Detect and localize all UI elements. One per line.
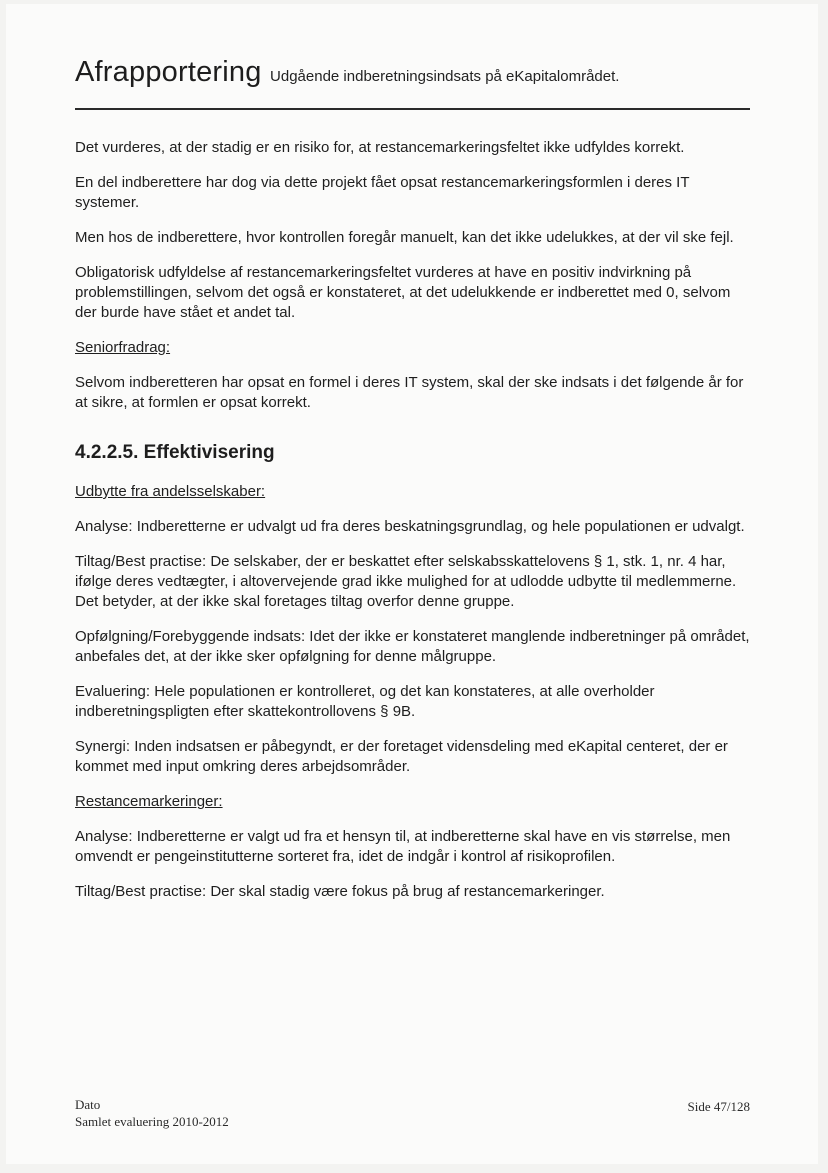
paragraph-tiltag-1: Tiltag/Best practise: De selskaber, der er beskattet efter selskabsskattelovens § 1, stk. 1, nr. 4 har, ifølge deres vedtægter, i altovervejende grad ikke mulighed for at udlodde udbytte til medlemmerne. Det betyder, at der ikke skal foretages tiltag overfor denne gruppe. [75, 553, 737, 610]
header-rule [75, 108, 750, 110]
body-content [75, 138, 750, 917]
header-subtitle: Udgående indberetningsindsats på eKapitalområdet. [270, 68, 620, 85]
paragraph-mandatory: Obligatorisk udfyldelse af restancemarkeringsfeltet vurderes at have en positiv indvirkning på problemstillingen, selvom det også er konstateret, at det udelukkende er indberettet med 0, selvom der burde have stået et andet tal. [75, 264, 731, 321]
subheading-udbytte: Udbytte fra andelsselskaber: [75, 483, 266, 500]
page-header [75, 56, 619, 89]
footer-doc-name: Samlet evaluering 2010-2012 [75, 1114, 229, 1129]
paragraph-synergi: Synergi: Inden indsatsen er påbegyndt, er der foretaget vidensdeling med eKapital centeret, der er kommet med input omkring deres arbejdsområder. [75, 738, 728, 775]
paragraph-manual-control: Men hos de indberettere, hvor kontrollen foregår manuelt, kan det ikke udelukkes, at der vil ske fejl. [75, 229, 734, 246]
header-title: Afrapportering [75, 56, 262, 88]
footer-page-number: Side 47/128 [687, 1099, 750, 1114]
paragraph-it-systems: En del indberettere har dog via dette projekt fået opsat restancemarkeringsformlen i deres IT systemer. [75, 174, 690, 211]
paragraph-seniorfradrag: Selvom indberetteren har opsat en formel i deres IT system, skal der ske indsats i det følgende år for at sikre, at formlen er opsat korrekt. [75, 374, 744, 411]
footer-date-label: Dato [75, 1097, 101, 1112]
section-heading: 4.2.2.5. Effektivisering [75, 442, 275, 463]
paragraph-evaluering: Evaluering: Hele populationen er kontrolleret, og det kan konstateres, at alle overholder indberetningspligten efter skattekontrollovens § 9B. [75, 683, 655, 720]
subheading-seniorfradrag: Seniorfradrag: [75, 339, 171, 356]
page-footer [75, 1096, 750, 1130]
paragraph-risk: Det vurderes, at der stadig er en risiko for, at restancemarkeringsfeltet ikke udfyldes korrekt. [75, 139, 685, 156]
paragraph-tiltag-2: Tiltag/Best practise: Der skal stadig være fokus på brug af restancemarkeringer. [75, 883, 605, 900]
document-page [6, 4, 818, 1164]
paragraph-analyse-1: Analyse: Indberetterne er udvalgt ud fra deres beskatningsgrundlag, og hele populationen er udvalgt. [75, 518, 745, 535]
subheading-restancemarkeringer: Restancemarkeringer: [75, 793, 223, 810]
paragraph-opfolgning: Opfølgning/Forebyggende indsats: Idet der ikke er konstateret manglende indberetninger på området, anbefales det, at der ikke sker opfølgning for denne målgruppe. [75, 628, 750, 665]
paragraph-analyse-2: Analyse: Indberetterne er valgt ud fra et hensyn til, at indberetterne skal have en vis størrelse, men omvendt er pengeinstitutterne sorteret fra, idet de indgår i kontrol af risikoprofilen. [75, 828, 731, 865]
